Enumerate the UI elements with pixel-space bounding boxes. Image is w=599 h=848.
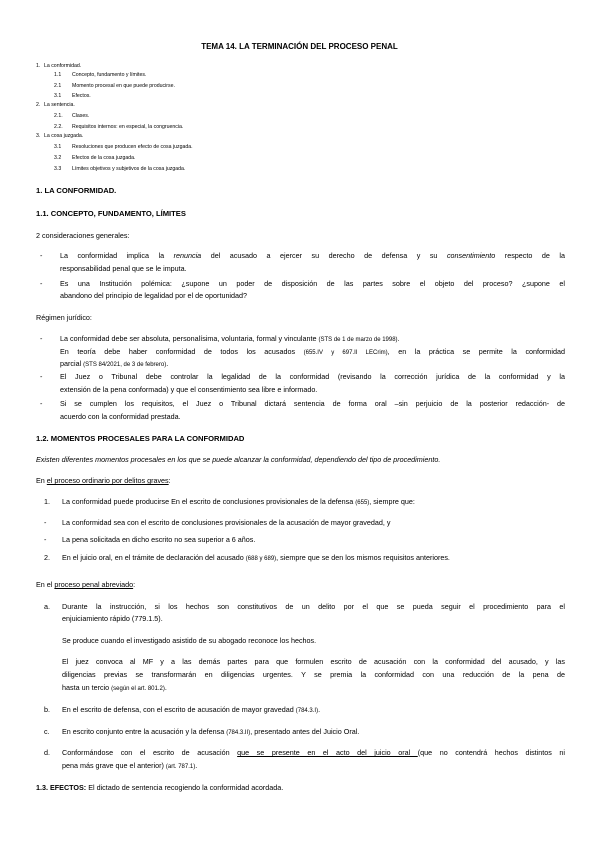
- consideration-1-line1: La conformidad implica la renuncia del acusado a ejercer su derecho de defensa y su consentimiento respecto de la: [60, 251, 565, 260]
- toc-entry: Límites objetivos y subjetivos de la cosa juzgada.: [72, 166, 186, 172]
- abreviado-a-para3-line2: diligencias previas se transformarán en diligencias urgentes. Y se premia la conformidad con una reducción de la pena de: [62, 670, 565, 679]
- toc-entry: Clases.: [72, 113, 90, 119]
- considerations-label: 2 consideraciones generales:: [36, 231, 130, 240]
- toc-number: 3.1: [54, 144, 62, 150]
- regimen-3-line1: Si se cumplen los requisitos, el Juez o Tribunal dictará sentencia de forma oral –sin perjuicio de la posterior redacción- de: [60, 399, 565, 408]
- toc-entry: La cosa juzgada.: [44, 133, 84, 139]
- consideration-1-line2: responsabilidad penal que se le imputa.: [60, 264, 187, 273]
- regimen-3-line2: acuerdo con la conformidad prestada.: [60, 412, 181, 421]
- list-letter: d.: [44, 748, 50, 757]
- toc-entry: Requisitos internos: en especial, la congruencia.: [72, 124, 184, 130]
- list-dash: -: [44, 535, 47, 544]
- toc-number: 3.3: [54, 166, 62, 172]
- toc-entry: La sentencia.: [44, 102, 75, 108]
- ordinario-item-1: La conformidad puede producirse En el escrito de conclusiones provisionales de la defensa (655), siempre que:: [62, 497, 415, 506]
- bullet-dash: -: [40, 334, 43, 343]
- ordinario-item-1b: La pena solicitada en dicho escrito no sea superior a 6 años.: [62, 535, 256, 544]
- regimen-2-line2: extensión de la pena conformada) y que el consentimiento sea libre e informado.: [60, 385, 318, 394]
- ordinario-label: En el proceso ordinario por delitos graves:: [36, 476, 171, 485]
- toc-number: 3.1: [54, 93, 62, 99]
- abreviado-b: En el escrito de defensa, con el escrito de acusación de mayor gravedad (784.3.I).: [62, 705, 321, 714]
- toc-number: 2.1: [54, 83, 62, 89]
- consideration-2-line2: abandono del principio de legalidad por el de oportunidad?: [60, 291, 248, 300]
- section-1-2-heading: 1.2. MOMENTOS PROCESALES PARA LA CONFORMIDAD: [36, 434, 245, 443]
- toc-entry: Resoluciones que producen efecto de cosa juzgada.: [72, 144, 193, 150]
- regimen-1: La conformidad debe ser absoluta, personalísima, voluntaria, formal y vinculante (STS de 1 de marzo de 1998).: [60, 334, 400, 343]
- abreviado-a-line2: enjuiciamiento rápido (779.1.5).: [62, 614, 163, 623]
- abreviado-a-para3-line3: hasta un tercio (según el art. 801.2).: [62, 683, 167, 692]
- toc-entry: Efectos.: [72, 93, 91, 99]
- toc-number: 3.2: [54, 155, 62, 161]
- abreviado-c: En escrito conjunto entre la acusación y la defensa (784.3.II), presentado antes del Juicio Oral.: [62, 727, 360, 736]
- toc-number: 1.1: [54, 72, 62, 78]
- toc-number: 2.2.: [54, 124, 63, 130]
- bullet-dash: -: [40, 399, 43, 408]
- bullet-dash: -: [40, 279, 43, 288]
- ordinario-item-2: En el juicio oral, en el trámite de declaración del acusado (688 y 689), siempre que se den los mismos requisitos anteriores.: [62, 553, 450, 562]
- toc-entry: Efectos de la cosa juzgada.: [72, 155, 136, 161]
- list-letter: a.: [44, 602, 50, 611]
- list-number: 2.: [44, 553, 50, 562]
- list-dash: -: [44, 518, 47, 527]
- regimen-label: Régimen jurídico:: [36, 313, 92, 322]
- abreviado-a-line1: Durante la instrucción, si los hechos son constitutivos de un delito por el que se pueda seguir el procedimiento para el: [62, 602, 565, 611]
- toc-entry: La conformidad.: [44, 63, 82, 69]
- section-1-heading: 1. LA CONFORMIDAD.: [36, 186, 117, 195]
- bullet-dash: -: [40, 372, 43, 381]
- toc-number: 3.: [36, 133, 41, 139]
- abreviado-d-line1: Conformándose con el escrito de acusación que se presente en el acto del juicio oral (que no contendrá hechos distintos ni: [62, 748, 565, 757]
- list-number: 1.: [44, 497, 50, 506]
- abreviado-a-para2: Se produce cuando el investigado asistido de su abogado reconoce los hechos.: [62, 636, 317, 645]
- ordinario-item-1a: La conformidad sea con el escrito de conclusiones provisionales de la acusación de mayor gravedad, y: [62, 518, 391, 527]
- toc-number: 1.: [36, 63, 41, 69]
- abreviado-a-para3-line1: El juez convoca al MF y a las demás partes para que formulen escrito de acusación con la conformidad del acusado, y las: [62, 657, 565, 666]
- regimen-2-line1: El Juez o Tribunal debe controlar la legalidad de la conformidad (revisando la corrección jurídica de la conformidad y la: [60, 372, 565, 381]
- toc-entry: Momento procesal en que puede producirse.: [72, 83, 175, 89]
- section-1-3: 1.3. EFECTOS: El dictado de sentencia recogiendo la conformidad acordada.: [36, 783, 284, 792]
- list-letter: b.: [44, 705, 50, 714]
- regimen-1b-line2: parcial (STS 84/2021, de 3 de febrero).: [60, 359, 169, 368]
- toc-number: 2.: [36, 102, 41, 108]
- abreviado-label: En el proceso penal abreviado:: [36, 580, 136, 589]
- consideration-2-line1: Es una Institución polémica: ¿supone un poder de disposición de las partes sobre el objeto del proceso? ¿supone el: [60, 279, 565, 288]
- regimen-1b-line1: En teoría debe haber conformidad de todos los acusados (655.IV y 697.II LECrim), en la práctica se permite la conformidad: [60, 347, 565, 356]
- list-letter: c.: [44, 727, 50, 736]
- toc-entry: Concepto, fundamento y límites.: [72, 72, 147, 78]
- section-1-1-heading: 1.1. CONCEPTO, FUNDAMENTO, LÍMITES: [36, 209, 186, 218]
- abreviado-d-line2: pena más grave que el anterior) (art. 787.1).: [62, 761, 198, 770]
- bullet-dash: -: [40, 251, 43, 260]
- document-title: TEMA 14. LA TERMINACIÓN DEL PROCESO PENAL: [201, 42, 398, 51]
- section-1-2-intro: Existen diferentes momentos procesales en los que se puede alcanzar la conformidad, dependiendo del tipo de procedimiento.: [36, 455, 441, 464]
- toc-number: 2.1.: [54, 113, 63, 119]
